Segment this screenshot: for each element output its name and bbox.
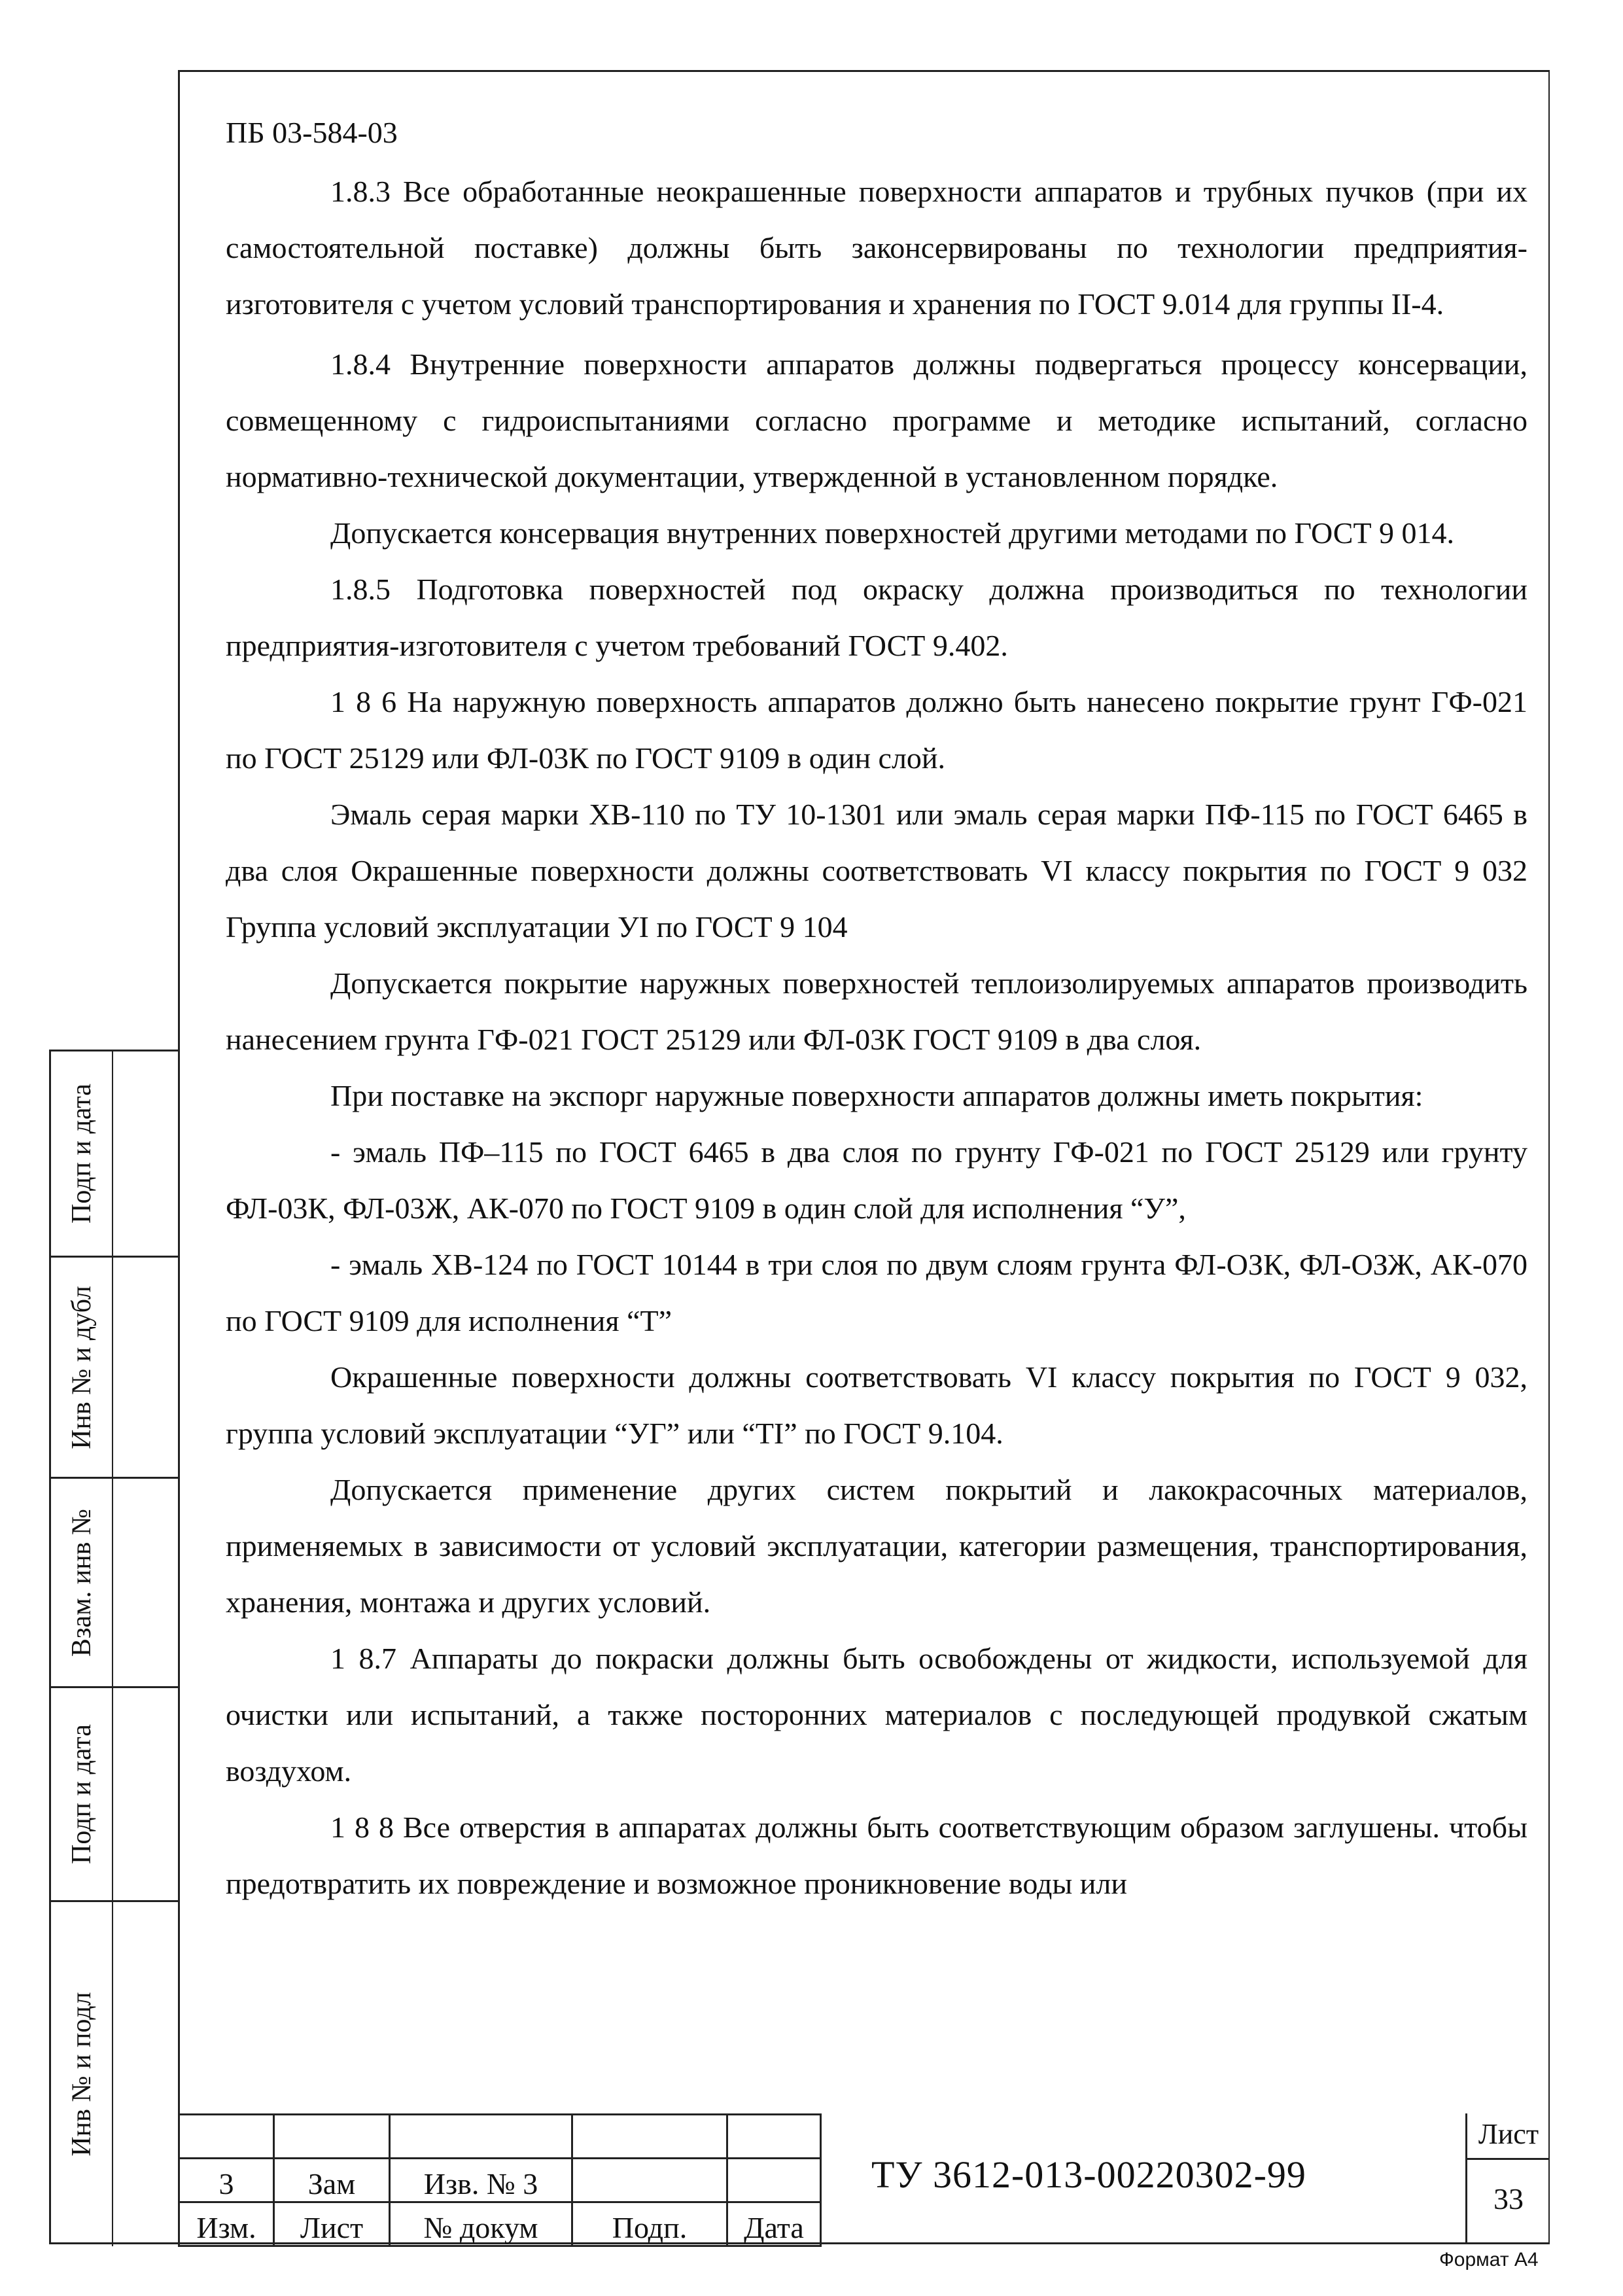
paragraph-1-8-4: 1.8.4 Внутренние поверхности аппаратов должны подвергаться процессу консервации, совмещенному с гидроиспытаниями согласно программе и методике испытаний, согласно нормативно-технической документации, утвержденной в установленном порядке. [226, 347, 1527, 493]
revision-data [727, 2159, 821, 2202]
side-cell-inv-dubl [51, 1258, 180, 1479]
label-dokum: № докум [390, 2202, 572, 2246]
paragraph-1-8-8: 1 8 8 Все отверстия в аппаратах должны быть соответствующим образом заглушены. чтобы предотвратить их повреждение и возможное проникновение воды или [226, 1810, 1527, 1900]
side-label-inv-dubl: Инв № и дубл [66, 1285, 97, 1449]
side-cell-vzam-inv [51, 1479, 180, 1688]
paragraph-thermal-insulated: Допускается покрытие наружных поверхностей теплоизолируемых аппаратов производить нанесением грунта ГФ-021 ГОСТ 25129 или ФЛ-03К ГОСТ 9109 в два слоя. [226, 966, 1527, 1056]
sheet-number: 33 [1493, 2182, 1524, 2216]
side-label-inv-podl: Инв № и подл [66, 1992, 97, 2157]
label-podp: Подп. [572, 2202, 727, 2246]
paragraph-export-u: - эмаль ПФ–115 по ГОСТ 6465 в два слоя по грунту ГФ-021 по ГОСТ 25129 или грунту ФЛ-03К, ФЛ-03Ж, АК-070 по ГОСТ 9109 в один слой для исполнения “У”, [226, 1135, 1527, 1225]
paragraph-conservation-methods: Допускается консервация внутренних поверхностей другими методами по ГОСТ 9 014. [330, 516, 1455, 550]
document-code: ТУ 3612-013-00220302-99 [871, 2153, 1306, 2196]
sheet-box [1465, 2113, 1550, 2244]
title-block [178, 2113, 1550, 2244]
paragraph-1-8-3: 1.8.3 Все обработанные неокрашенные поверхности аппаратов и трубных пучков (при их самостоятельной поставке) должны быть законсервированы по технологии предприятия-изготовителя с учетом условий транспортирования и хранения по ГОСТ 9.014 для группы II-4. [226, 175, 1527, 321]
paragraph-enamel-grey: Эмаль серая марки ХВ-110 по ТУ 10-1301 или эмаль серая марки ПФ-115 по ГОСТ 6465 в два слоя Окрашенные поверхности должны соответствовать VI классу покрытия по ГОСТ 9 032 Группа условий эксплуатации УI по ГОСТ 9 104 [226, 798, 1527, 944]
side-cell-podp-data-1 [51, 1051, 180, 1258]
paragraph-other-systems: Допускается применение других систем покрытий и лакокрасочных материалов, применяемых в зависимости от условий эксплуатации, категории размещения, транспортирования, хранения, монтажа и других условий. [226, 1473, 1527, 1619]
label-list: Лист [274, 2202, 390, 2246]
side-cell-inv-podl [51, 1902, 180, 2246]
side-label-podp-data-2: Подп и дата [66, 1724, 97, 1864]
paragraph-1-8-6: 1 8 6 На наружную поверхность аппаратов должно быть нанесено покрытие грунт ГФ-021 по ГОСТ 25129 или ФЛ-03К по ГОСТ 9109 в один слой. [226, 685, 1527, 775]
revision-izm: 3 [179, 2159, 274, 2202]
revision-list: Зам [274, 2159, 390, 2202]
revision-dokum: Изв. № 3 [390, 2159, 572, 2202]
title-block-table [178, 2113, 822, 2247]
side-label-podp-data-1: Подп и дата [66, 1084, 97, 1224]
side-label-vzam-inv: Взам. инв № [66, 1508, 97, 1657]
side-cell-podp-data-2 [51, 1688, 180, 1902]
header-code: ПБ 03-584-03 [226, 116, 398, 149]
label-izm: Изм. [179, 2202, 274, 2246]
paragraph-painted-surfaces: Окрашенные поверхности должны соответствовать VI классу покрытия по ГОСТ 9 032, группа условий эксплуатации “УГ” или “TI” по ГОСТ 9.104. [226, 1360, 1527, 1450]
format-label: Формат А4 [1439, 2249, 1539, 2270]
sheet-label: Лист [1467, 2117, 1550, 2160]
label-data: Дата [727, 2202, 821, 2246]
side-stamp [49, 1050, 180, 2244]
paragraph-export: При поставке на экспорг наружные поверхности аппаратов должны иметь покрытия: [330, 1079, 1423, 1112]
revision-podp [572, 2159, 727, 2202]
paragraph-export-t: - эмаль ХВ-124 по ГОСТ 10144 в три слоя по двум слоям грунта ФЛ-ОЗК, ФЛ-ОЗЖ, АК-070 по ГОСТ 9109 для исполнения “Т” [226, 1248, 1527, 1337]
paragraph-1-8-7: 1 8.7 Аппараты до покраски должны быть освобождены от жидкости, используемой для очистки или испытаний, а также посторонних материалов с последующей продувкой сжатым воздухом. [226, 1642, 1527, 1788]
paragraph-1-8-5: 1.8.5 Подготовка поверхностей под окраску должна производиться по технологии предприятия-изготовителя с учетом требований ГОСТ 9.402. [226, 573, 1527, 662]
document-body [226, 105, 1527, 1912]
